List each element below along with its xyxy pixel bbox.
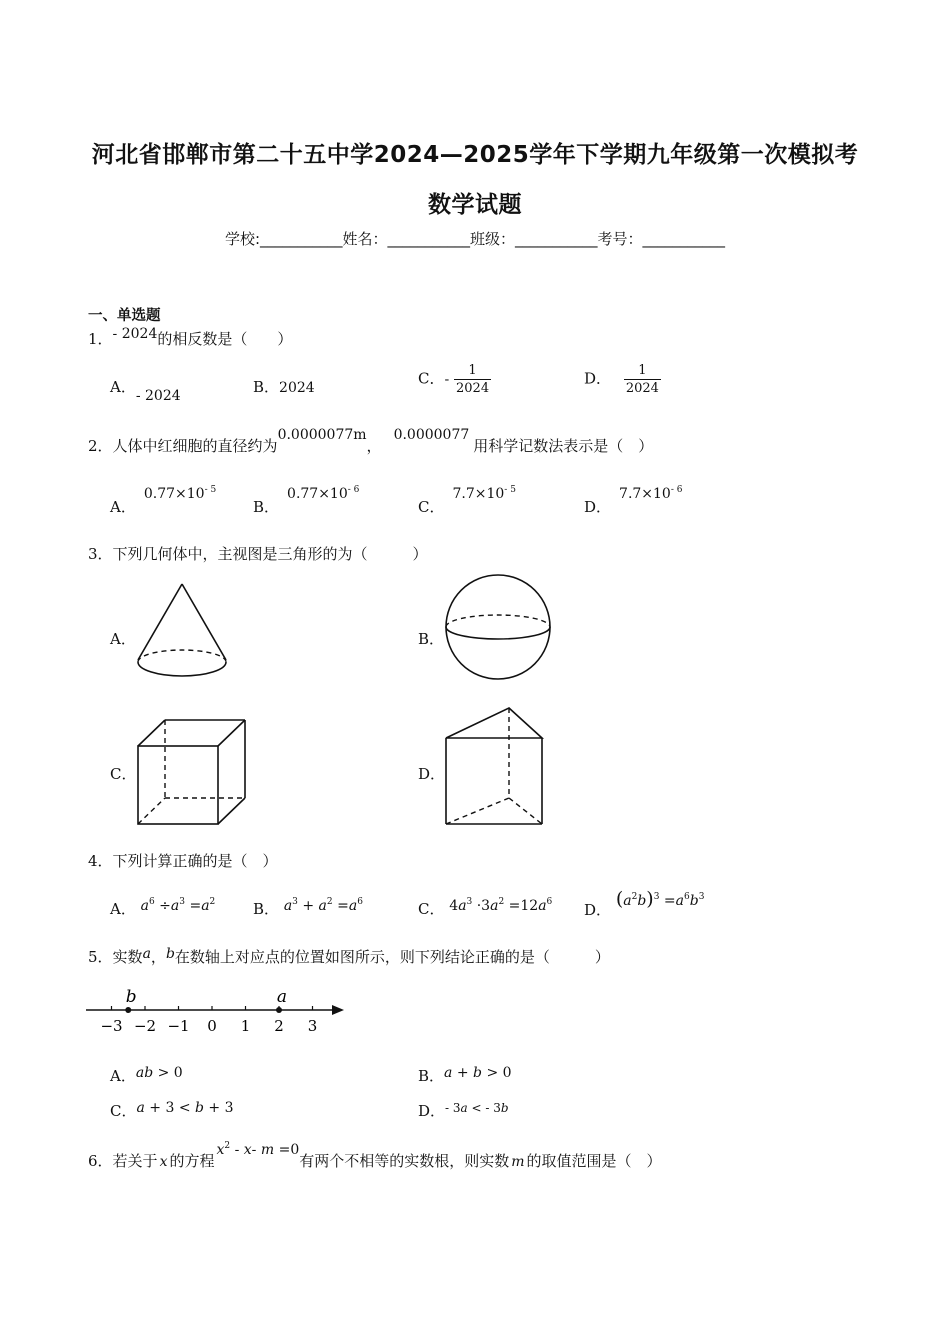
q2-option-d[interactable]: D．$7.7\times 10^{- 6}$ bbox=[584, 485, 683, 516]
math-expression: a + 3 < b + 3 bbox=[136, 1100, 234, 1116]
math-expression: ab > 0 bbox=[135, 1065, 183, 1081]
tick-label: 3 bbox=[307, 1017, 318, 1035]
q1-option-d[interactable]: D． $\frac{1}{2024}$ bbox=[584, 363, 659, 396]
question-3: 3．下列几何体中，主视图是三角形的为（ ） bbox=[88, 545, 428, 563]
q6-equation: $x^2 - x-$ m =0 bbox=[216, 1141, 300, 1158]
question-5: 5．实数a，b在数轴上对应点的位置如图所示，则下列结论正确的是（ ） bbox=[88, 946, 610, 966]
point-b-label: b bbox=[125, 987, 137, 1007]
question-number: 3． bbox=[88, 545, 113, 563]
tick-label: 1 bbox=[240, 1017, 251, 1035]
q1-option-a[interactable]: A．- 2024 bbox=[110, 378, 181, 404]
question-2: 2．人体中红细胞的直径约为0.0000077m，0.0000077用科学记数法表示是（ ） bbox=[88, 427, 654, 455]
math-expression: $a^3 + a^2 =a^6$ bbox=[283, 897, 363, 914]
point-a bbox=[276, 1007, 282, 1013]
cone-figure bbox=[130, 580, 240, 685]
triangular-prism-figure bbox=[440, 704, 552, 832]
student-info-line: 学校:___________姓名：___________班级：___________考号：___________ bbox=[224, 230, 726, 248]
math-expression: $a^6 \div a^3 =a^2$ bbox=[140, 897, 216, 914]
q4-option-c[interactable]: C． $4a^3 \cdot 3a^2 =12a^6$ bbox=[418, 897, 553, 918]
q3-option-c-label[interactable]: C． bbox=[110, 765, 137, 783]
tick-label: −3 bbox=[100, 1017, 123, 1035]
q2-expression-1: 0.0000077m bbox=[277, 427, 367, 443]
q2-option-c[interactable]: C．$7.7\times 10^{- 5}$ bbox=[418, 485, 516, 516]
math-expression: - 3a < - 3b bbox=[445, 1101, 509, 1115]
q2-option-a[interactable]: A．$0.77\times 10^{- 5}$ bbox=[110, 485, 217, 516]
q1-option-c[interactable]: C．- $\frac{1}{2024}$ bbox=[418, 363, 490, 396]
question-number: 1． bbox=[88, 330, 113, 348]
tick-label: −1 bbox=[167, 1017, 190, 1035]
math-expression: $(a^2b)^3 =a^6b^3$ bbox=[615, 888, 705, 910]
q4-option-a[interactable]: A． $a^6 \div a^3 =a^2$ bbox=[110, 897, 216, 918]
question-1 bbox=[88, 328, 292, 349]
tick-label: 2 bbox=[274, 1017, 284, 1035]
question-6: 6．若关于 x 的方程$x^2 - x-$ m =0有两个不相等的实数根，则实数 m 的取值范围是（ ） bbox=[88, 1141, 662, 1170]
point-a-label: a bbox=[276, 987, 288, 1007]
q4-option-b[interactable]: B． $a^3 + a^2 =a^6$ bbox=[253, 897, 363, 918]
section-heading: 一、单选题 bbox=[88, 308, 161, 324]
tick-label: 0 bbox=[207, 1017, 217, 1035]
q4-option-d[interactable]: D． $(a^2b)^3 =a^6b^3$ bbox=[584, 888, 705, 919]
question-number: 2． bbox=[88, 437, 113, 455]
cube-figure bbox=[132, 716, 254, 832]
q3-option-d-label[interactable]: D． bbox=[418, 765, 446, 783]
q5-option-c[interactable]: C．a + 3 < b + 3 bbox=[110, 1100, 234, 1120]
question-number: 6． bbox=[88, 1152, 113, 1170]
question-4: 4．下列计算正确的是（ ） bbox=[88, 852, 278, 870]
exam-title-line2: 数学试题 bbox=[428, 192, 522, 218]
q5-option-d[interactable]: D．$^{- 3a < - 3b}$ bbox=[418, 1101, 509, 1120]
q5-option-b[interactable]: B．a + b > 0 bbox=[418, 1065, 512, 1085]
q1-option-b[interactable]: B．2024 bbox=[253, 378, 315, 396]
number-line bbox=[84, 984, 352, 1040]
question-number: 4． bbox=[88, 852, 113, 870]
question-number: 5． bbox=[88, 948, 113, 966]
q1-stem: 的相反数是（ ） bbox=[157, 330, 293, 348]
fraction: $\frac{1}{2024}$ bbox=[625, 363, 659, 396]
q2-expression-2: 0.0000077 bbox=[393, 427, 470, 443]
exam-title-line1: 河北省邯郸市第二十五中学2024—2025学年下学期九年级第一次模拟考 bbox=[91, 142, 859, 168]
tick-label: −2 bbox=[133, 1017, 157, 1035]
q5-option-a[interactable]: A．ab > 0 bbox=[110, 1065, 183, 1085]
q1-expression: - 2024 bbox=[112, 326, 158, 342]
sphere-figure bbox=[440, 570, 558, 686]
point-b bbox=[125, 1007, 131, 1013]
q3-option-b-label[interactable]: B． bbox=[418, 630, 445, 648]
q3-option-a-label[interactable]: A． bbox=[110, 630, 136, 648]
q2-option-b[interactable]: B．$0.77\times 10^{- 6}$ bbox=[253, 485, 360, 516]
math-expression: $4a^3 \cdot 3a^2 =12a^6$ bbox=[449, 897, 553, 914]
math-expression: a + b > 0 bbox=[444, 1065, 512, 1081]
fraction: $\frac{1}{2024}$ bbox=[456, 363, 490, 396]
